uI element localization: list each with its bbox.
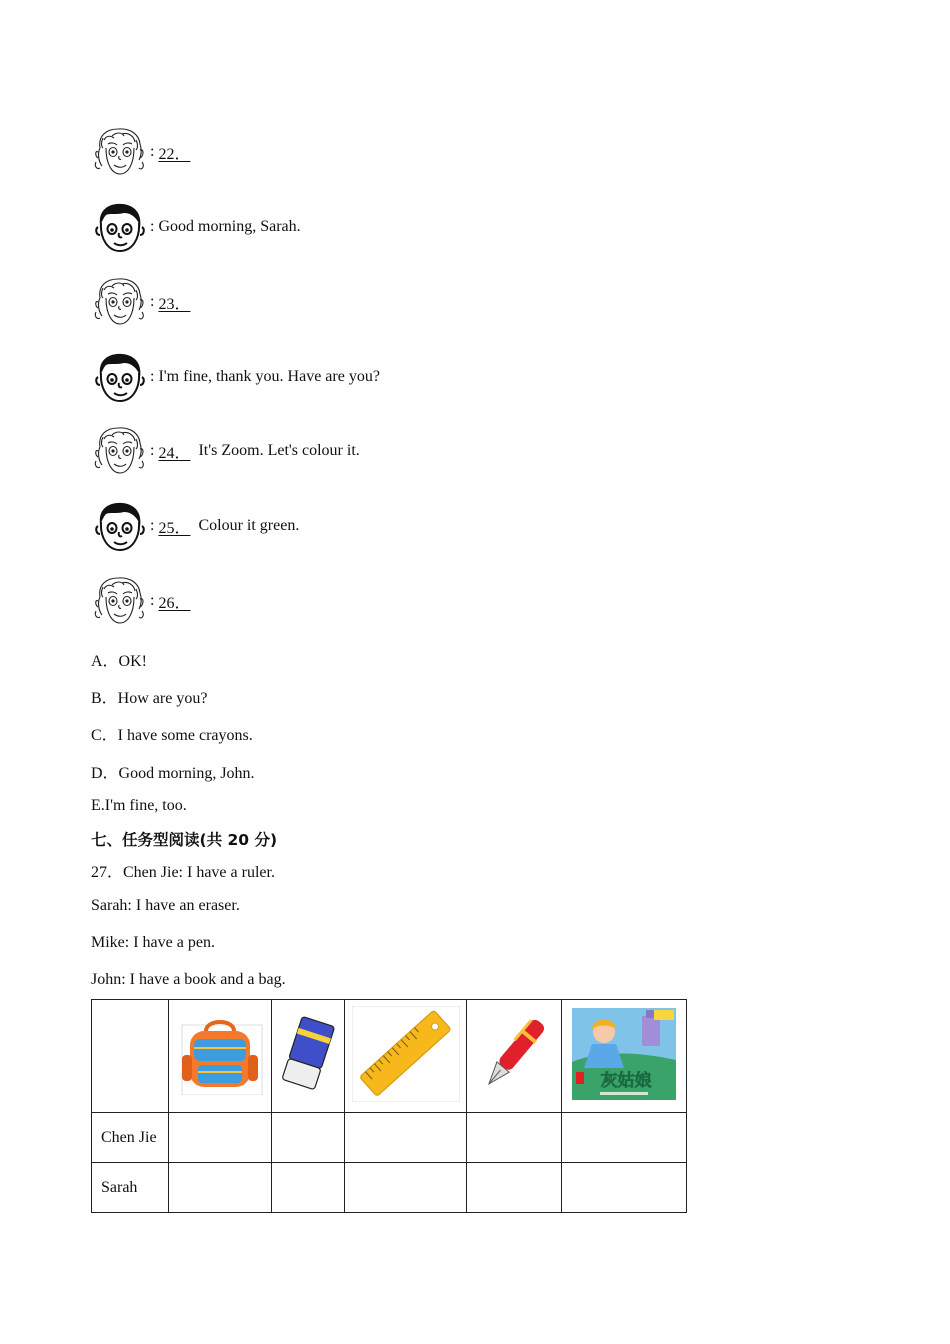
answer-cell[interactable] xyxy=(169,1113,272,1163)
boy-face-icon xyxy=(92,351,148,403)
girl-face-icon xyxy=(92,276,148,328)
colon: : xyxy=(150,517,155,534)
answer-blank-23: 23． xyxy=(158,295,191,313)
dialogue-text: I'm fine, thank you. Have are you? xyxy=(158,368,380,385)
section-heading: 七、任务型阅读(共 20 分) xyxy=(91,831,278,849)
dialogue-row xyxy=(92,351,380,403)
answer-blank-26: 26． xyxy=(158,594,191,612)
girl-face-icon xyxy=(92,575,148,627)
table-cell xyxy=(467,1000,562,1113)
answer-cell[interactable] xyxy=(562,1163,687,1213)
dialogue-row xyxy=(92,575,190,627)
table-row xyxy=(92,1163,687,1213)
ruler-icon xyxy=(352,1006,460,1102)
bag-icon xyxy=(176,1013,264,1095)
answer-cell[interactable] xyxy=(345,1113,467,1163)
colon: : xyxy=(150,143,155,160)
colon: : xyxy=(150,293,155,310)
matching-table xyxy=(91,999,687,1213)
table-cell xyxy=(345,1000,467,1113)
answer-cell[interactable] xyxy=(562,1113,687,1163)
boy-face-icon xyxy=(92,500,148,552)
row-label: Sarah xyxy=(92,1163,169,1213)
dialogue-row xyxy=(92,276,190,328)
colon: : xyxy=(150,368,155,385)
row-label: Chen Jie xyxy=(92,1113,169,1163)
boy-face-icon xyxy=(92,201,148,253)
option-a: A．OK! xyxy=(91,653,147,670)
table-row xyxy=(92,1113,687,1163)
answer-blank-24: 24． xyxy=(158,444,191,462)
table-corner-cell xyxy=(92,1000,169,1113)
dialogue-row xyxy=(92,425,360,477)
reading-line: John: I have a book and a bag. xyxy=(91,971,286,988)
colon: : xyxy=(150,218,155,235)
dialogue-text: It's Zoom. Let's colour it. xyxy=(198,442,360,459)
reading-line: Mike: I have a pen. xyxy=(91,934,215,951)
colon: : xyxy=(150,442,155,459)
dialogue-row xyxy=(92,126,190,178)
table-cell xyxy=(272,1000,345,1113)
answer-blank-25: 25． xyxy=(158,519,191,537)
dialogue-row xyxy=(92,201,301,253)
colon: : xyxy=(150,592,155,609)
girl-face-icon xyxy=(92,126,148,178)
table-cell xyxy=(562,1000,687,1113)
pen-icon xyxy=(472,1011,556,1097)
option-e: E.I'm fine, too. xyxy=(91,797,187,814)
answer-cell[interactable] xyxy=(272,1163,345,1213)
answer-cell[interactable] xyxy=(169,1163,272,1213)
answer-cell[interactable] xyxy=(467,1163,562,1213)
book-cover-title: 灰姑娘 xyxy=(600,1070,652,1091)
eraser-icon xyxy=(277,1014,339,1094)
reading-line: 27．Chen Jie: I have a ruler. xyxy=(91,864,275,881)
book-icon xyxy=(570,1006,678,1102)
dialogue-text: Colour it green. xyxy=(198,517,300,534)
option-d: D．Good morning, John. xyxy=(91,765,255,782)
answer-cell[interactable] xyxy=(345,1163,467,1213)
answer-cell[interactable] xyxy=(467,1113,562,1163)
girl-face-icon xyxy=(92,425,148,477)
table-cell xyxy=(169,1000,272,1113)
reading-line: Sarah: I have an eraser. xyxy=(91,897,240,914)
dialogue-text: Good morning, Sarah. xyxy=(158,218,301,235)
dialogue-row xyxy=(92,500,299,552)
answer-blank-22: 22． xyxy=(158,145,191,163)
table-header-row xyxy=(92,1000,687,1113)
option-b: B．How are you? xyxy=(91,690,208,707)
answer-cell[interactable] xyxy=(272,1113,345,1163)
option-c: C．I have some crayons. xyxy=(91,727,253,744)
